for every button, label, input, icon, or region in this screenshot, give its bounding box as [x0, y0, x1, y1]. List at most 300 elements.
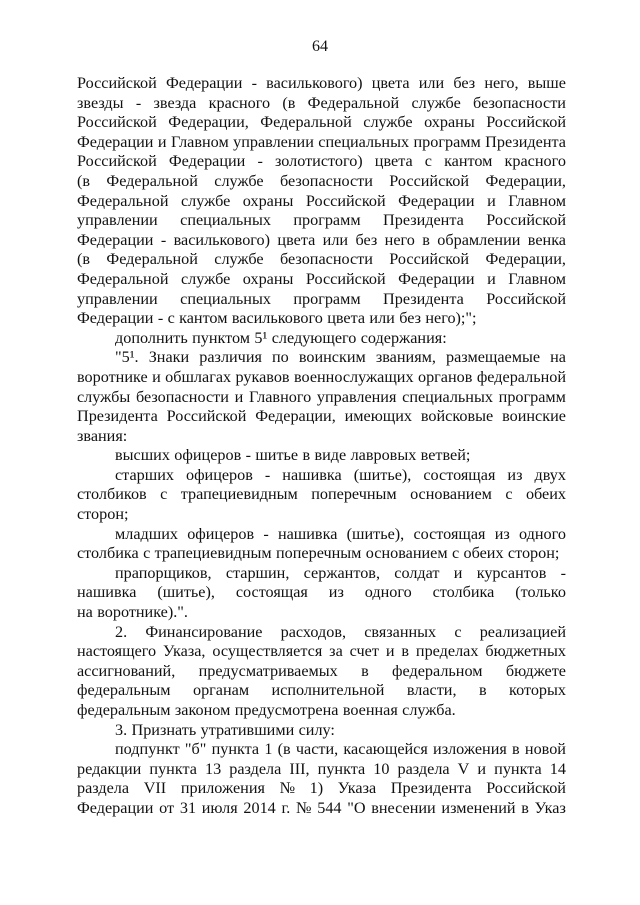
text-word: Федерации, [255, 407, 336, 426]
text-word: него, [484, 74, 519, 92]
text-word: 1 [264, 740, 273, 759]
text-line [77, 309, 566, 329]
text-word: из [507, 465, 523, 484]
text-word: Указа [337, 779, 377, 798]
text-word: на [77, 603, 93, 622]
text-word: - [560, 563, 566, 582]
text-word: специальных [402, 387, 493, 406]
text-word: с [143, 544, 151, 563]
text-word: одного [364, 583, 412, 602]
text-word: исполнительной [271, 681, 385, 700]
text-line [77, 485, 566, 505]
text-word: V [457, 759, 470, 778]
text-word: в [521, 798, 529, 817]
text-line [77, 74, 566, 94]
text-word: (шитье), [157, 583, 215, 602]
text-word: поперечным [311, 485, 397, 504]
text-word: - [160, 230, 167, 249]
text-word: цвета [277, 230, 316, 249]
text-word: - [135, 93, 142, 112]
text-line [77, 642, 566, 662]
text-word: воинским [298, 348, 366, 367]
text-word: № [279, 779, 296, 798]
text-word: охраны [242, 191, 294, 210]
text-word: Главного [249, 387, 312, 406]
text-word: нашивка [282, 465, 342, 484]
text-word: обрамлении [437, 230, 521, 249]
text-word: - [251, 74, 257, 92]
text-word: от [159, 798, 175, 817]
text-word: пункта [149, 759, 197, 778]
text-word: Финансирование [145, 622, 263, 641]
text-word: прапорщиков, [115, 563, 212, 582]
text-word: "б" [184, 740, 207, 759]
text-word: (в [277, 740, 291, 759]
text-line [77, 192, 566, 212]
text-word: Президента [383, 289, 464, 308]
text-word: 31 [179, 798, 197, 817]
text-word: связанных [364, 622, 437, 641]
text-line [77, 466, 566, 486]
text-word: Президента [390, 779, 472, 798]
text-word: утратившими [200, 720, 295, 739]
text-word: Федеральной [307, 93, 400, 112]
text-word: осуществляется [212, 642, 323, 661]
text-line [77, 564, 566, 584]
text-word: 13 [205, 759, 222, 778]
text-word: в [302, 446, 311, 465]
text-word: без [399, 309, 421, 328]
text-word: пунктом [192, 328, 251, 347]
text-word: и [152, 367, 161, 386]
text-line [77, 446, 566, 466]
text-line [77, 505, 566, 525]
text-word: внесении [371, 798, 436, 817]
text-word: управлении [233, 132, 314, 151]
text-word: без [355, 230, 378, 249]
text-word: подпункт [115, 740, 180, 759]
text-word: Федеральной [106, 171, 198, 190]
text-word: программ [413, 132, 481, 151]
text-word: Федерации [168, 152, 246, 171]
text-line [77, 329, 566, 349]
text-word: (в [77, 250, 91, 269]
text-word: сторон; [507, 544, 560, 563]
text-word: Российской [389, 250, 470, 269]
text-word: законом [174, 701, 231, 719]
text-line [77, 94, 566, 114]
text-word: василькового) [173, 230, 271, 249]
text-word: курсантов [476, 563, 547, 582]
text-word: (шитье), [346, 524, 405, 543]
text-line [77, 701, 566, 721]
text-word: безопасности [135, 387, 229, 406]
text-word: состоящая [413, 524, 486, 543]
text-word: военная [342, 701, 398, 719]
text-line [77, 721, 566, 741]
text-line [77, 544, 566, 564]
text-word: или [369, 309, 395, 328]
text-word: цвета [374, 152, 413, 171]
text-word: Федеральной [106, 250, 198, 269]
text-word: и [477, 759, 487, 778]
text-line [77, 113, 566, 133]
text-word: бюджетных [485, 642, 566, 661]
text-word: Знаки [148, 348, 190, 367]
text-word: служба. [402, 701, 456, 719]
text-word: следующего [271, 328, 357, 347]
text-word: Российской [486, 113, 566, 132]
text-word: столбика [432, 583, 495, 602]
text-line [77, 270, 566, 290]
text-word: Федерации, [485, 250, 566, 269]
text-word: столбиков [77, 485, 147, 504]
text-word: из [494, 524, 510, 543]
text-word: и [385, 642, 395, 661]
text-word: службе [411, 93, 461, 112]
text-word: Федерации [77, 309, 154, 328]
text-word: основанием [365, 544, 448, 563]
text-word: пункта [317, 759, 366, 778]
text-word: трапециевидным [154, 544, 272, 563]
text-word: управлении [77, 289, 158, 308]
text-word: основанием [410, 485, 492, 504]
text-word: и [453, 563, 463, 582]
text-word: охраны [242, 269, 294, 288]
text-word: в [422, 230, 430, 249]
text-word: Признать [131, 720, 197, 739]
text-word: по [272, 348, 289, 367]
text-word: с [160, 485, 168, 504]
text-word: воротнике).". [97, 603, 188, 622]
text-word: "О [347, 798, 366, 817]
text-word: столбика [77, 544, 139, 563]
text-word: старших [115, 465, 174, 484]
text-word: управлении [77, 211, 158, 230]
text-word: пункта [494, 759, 542, 778]
text-word: нашивка [277, 524, 338, 543]
text-word: дополнить [115, 328, 188, 347]
text-word: (только [515, 583, 566, 602]
text-word: реализацией [479, 622, 566, 641]
text-line [77, 348, 566, 368]
text-line [77, 152, 566, 172]
text-word: раздела [77, 779, 130, 798]
text-word: трапециевидным [180, 485, 298, 504]
text-word: - [263, 524, 269, 543]
text-word: которых [509, 681, 566, 700]
text-word: новой [524, 740, 566, 759]
text-word: специальных [180, 289, 271, 308]
text-word: звезда [153, 93, 197, 112]
text-word: звания: [77, 426, 128, 445]
text-word: органов [417, 367, 473, 386]
text-line [77, 368, 566, 388]
text-word: офицеров [185, 465, 253, 484]
text-word: двух [534, 465, 566, 484]
text-word: обшлагах [165, 367, 232, 386]
text-word: Федерации [77, 798, 154, 817]
text-word: Российской [305, 269, 386, 288]
text-word: Российской [305, 191, 386, 210]
text-word: Федерации [77, 132, 154, 151]
text-word: с [451, 544, 460, 563]
text-word: Главном [508, 269, 566, 288]
text-word: раздела [229, 759, 282, 778]
text-word: программ [293, 211, 361, 230]
text-line [77, 681, 566, 701]
text-word: службы [77, 387, 131, 406]
text-word: № [296, 798, 312, 817]
text-word: редакции [77, 759, 142, 778]
text-word: федеральным [77, 701, 171, 719]
text-line [77, 760, 566, 780]
text-word: в [512, 740, 520, 759]
text-word: изложения [433, 740, 507, 759]
text-word: III, [289, 759, 310, 778]
text-word: расходов, [280, 622, 347, 641]
text-word: офицеров [187, 524, 255, 543]
text-word: Главном [170, 132, 229, 151]
text-word: состоящая [423, 465, 496, 484]
text-word: состоящая [235, 583, 308, 602]
text-word: Российской [77, 113, 157, 132]
text-word: Федерации, [485, 171, 566, 190]
text-word: охраны [424, 113, 475, 132]
text-line [77, 211, 566, 231]
text-word: него);"; [425, 309, 477, 328]
text-word: раздела [397, 759, 450, 778]
text-word: - [257, 152, 263, 171]
text-word: бюджете [505, 661, 566, 680]
text-word: младших [115, 524, 178, 543]
text-word: или [322, 230, 349, 249]
text-word: предусматриваемых [198, 661, 338, 680]
text-line [77, 740, 566, 760]
text-word: изменений [441, 798, 516, 817]
text-word: различия [199, 348, 262, 367]
text-word: ветвей; [420, 446, 471, 465]
text-word: касающейся [343, 740, 428, 759]
text-word: июля [201, 798, 238, 817]
text-word: Президента [485, 132, 566, 151]
text-word: (в [77, 171, 91, 190]
text-word: с [454, 622, 462, 641]
text-line [77, 407, 566, 427]
text-word: и [487, 269, 496, 288]
text-word: Федерации [77, 230, 154, 249]
text-word: венка [527, 230, 566, 249]
text-line [77, 290, 566, 310]
text-word: звезды [77, 93, 124, 112]
text-word: с [167, 309, 175, 328]
document-body [77, 74, 566, 819]
text-word: или [418, 74, 445, 92]
text-word: Федерации [165, 74, 243, 92]
text-word: федеральном [392, 661, 483, 680]
text-line [77, 623, 566, 643]
text-word: и [157, 132, 167, 151]
text-word: федеральным [77, 681, 171, 700]
text-word: и [487, 191, 496, 210]
text-word: обеих [525, 485, 566, 504]
text-word: службе [214, 171, 264, 190]
text-word: с [505, 485, 513, 504]
text-word: с [424, 152, 432, 171]
text-word: воинские [502, 407, 566, 426]
text-word: 544 [317, 798, 342, 817]
text-word: пределах [415, 642, 479, 661]
text-word: одного [519, 524, 566, 543]
text-line [77, 427, 566, 447]
text-word: красного [208, 93, 271, 112]
text-line [77, 603, 566, 623]
text-word: Главном [508, 191, 566, 210]
text-line [77, 250, 566, 270]
text-word: (шитье), [353, 465, 412, 484]
text-word: Президента [77, 407, 158, 426]
text-word: Указа, [163, 642, 206, 661]
text-word: военнослужащих [294, 367, 414, 386]
text-word: программ [293, 289, 361, 308]
text-word: лавровых [350, 446, 417, 465]
text-word: цвета [327, 309, 366, 328]
text-word: специальных [318, 132, 410, 151]
text-word: и [234, 387, 244, 406]
text-word: приложения [180, 779, 265, 798]
text-word: Российской [77, 74, 157, 92]
text-word: за [329, 642, 343, 661]
text-word: силу: [298, 720, 335, 739]
text-word: выше [527, 74, 566, 92]
text-line [77, 525, 566, 545]
text-word: безопасности [473, 93, 566, 112]
text-word: офицеров [174, 446, 242, 465]
text-word: Российской [486, 779, 566, 798]
text-word: службе [363, 113, 413, 132]
text-word: 5¹ [254, 328, 268, 347]
text-word: обеих [463, 544, 504, 563]
text-word: красного [504, 152, 566, 171]
text-word: Российской [166, 407, 247, 426]
text-word: безопасности [279, 171, 373, 190]
text-word: настоящего [77, 642, 157, 661]
text-word: предусмотрена [234, 701, 339, 719]
text-word: федеральной [476, 367, 566, 386]
text-word: Федеральной [77, 269, 169, 288]
text-word: высших [115, 446, 170, 465]
text-line [77, 133, 566, 153]
text-word: службе [180, 191, 231, 210]
text-word: 2. [115, 622, 128, 641]
text-word: Федерации, [168, 113, 249, 132]
page-number: 64 [312, 38, 328, 55]
text-word: (в [282, 93, 296, 112]
text-word: содержания: [360, 328, 447, 347]
text-line [77, 388, 566, 408]
text-line [77, 799, 566, 819]
text-word: в [401, 642, 410, 661]
text-word: Российской [486, 211, 566, 230]
text-word: виде [314, 446, 347, 465]
text-word: Указ [534, 798, 566, 817]
text-word: воротнике [77, 367, 148, 386]
text-word: 10 [373, 759, 390, 778]
text-word: г. [281, 798, 291, 817]
text-line [77, 583, 566, 603]
text-word: на [550, 348, 566, 367]
text-word: сторон; [77, 505, 129, 524]
text-word: 3. [115, 720, 128, 739]
text-word: в [478, 681, 487, 700]
text-word: пункта [211, 740, 260, 759]
text-line [77, 779, 566, 799]
text-word: василькового [231, 309, 323, 328]
text-word: золотистого) [274, 152, 363, 171]
text-word: нашивка [77, 583, 137, 602]
text-word: власти, [406, 681, 457, 700]
text-word: Российской [486, 289, 566, 308]
text-word: 2014 [243, 798, 276, 817]
text-word: имеющих [344, 407, 413, 426]
text-word: поперечным [276, 544, 362, 563]
text-word: размещаемые [446, 348, 541, 367]
text-word: Президента [383, 211, 464, 230]
text-word: органам [192, 681, 250, 700]
text-word: "5¹. [115, 348, 139, 367]
text-word: в [361, 661, 369, 680]
text-word: - [264, 465, 271, 484]
text-word: сержантов, [303, 563, 380, 582]
text-word: - [245, 446, 251, 465]
text-word: рукавов [235, 367, 290, 386]
text-word: Российской [77, 152, 157, 171]
text-word: званиям, [375, 348, 436, 367]
text-word: программ [498, 387, 566, 406]
text-word: специальных [180, 211, 271, 230]
text-word: Федеральной [77, 191, 169, 210]
text-word: безопасности [279, 250, 373, 269]
text-word: VII [143, 779, 167, 798]
text-line [77, 231, 566, 251]
text-word: Федерации [398, 269, 475, 288]
text-word: ассигнований, [77, 661, 176, 680]
text-word: из [328, 583, 344, 602]
text-line [77, 662, 566, 682]
text-line [77, 172, 566, 192]
text-word: Федерации [398, 191, 475, 210]
text-word: Российской [389, 171, 470, 190]
text-word: старшин, [225, 563, 290, 582]
text-word: кантом [444, 152, 493, 171]
text-word: службе [214, 250, 264, 269]
text-word: войсковые [420, 407, 494, 426]
text-word: - [157, 309, 164, 328]
text-word: него [384, 230, 415, 249]
text-word: василькового) [266, 74, 363, 92]
text-word: 1) [309, 779, 324, 798]
text-word: цвета [371, 74, 410, 92]
text-word: кантом [179, 309, 228, 328]
text-word: управления [316, 387, 397, 406]
text-word: Федеральной [260, 113, 352, 132]
text-word: части, [295, 740, 339, 759]
text-word: солдат [394, 563, 440, 582]
text-word: службе [180, 269, 231, 288]
text-word: 14 [549, 759, 566, 778]
text-word: без [453, 74, 476, 92]
text-word: счет [349, 642, 379, 661]
